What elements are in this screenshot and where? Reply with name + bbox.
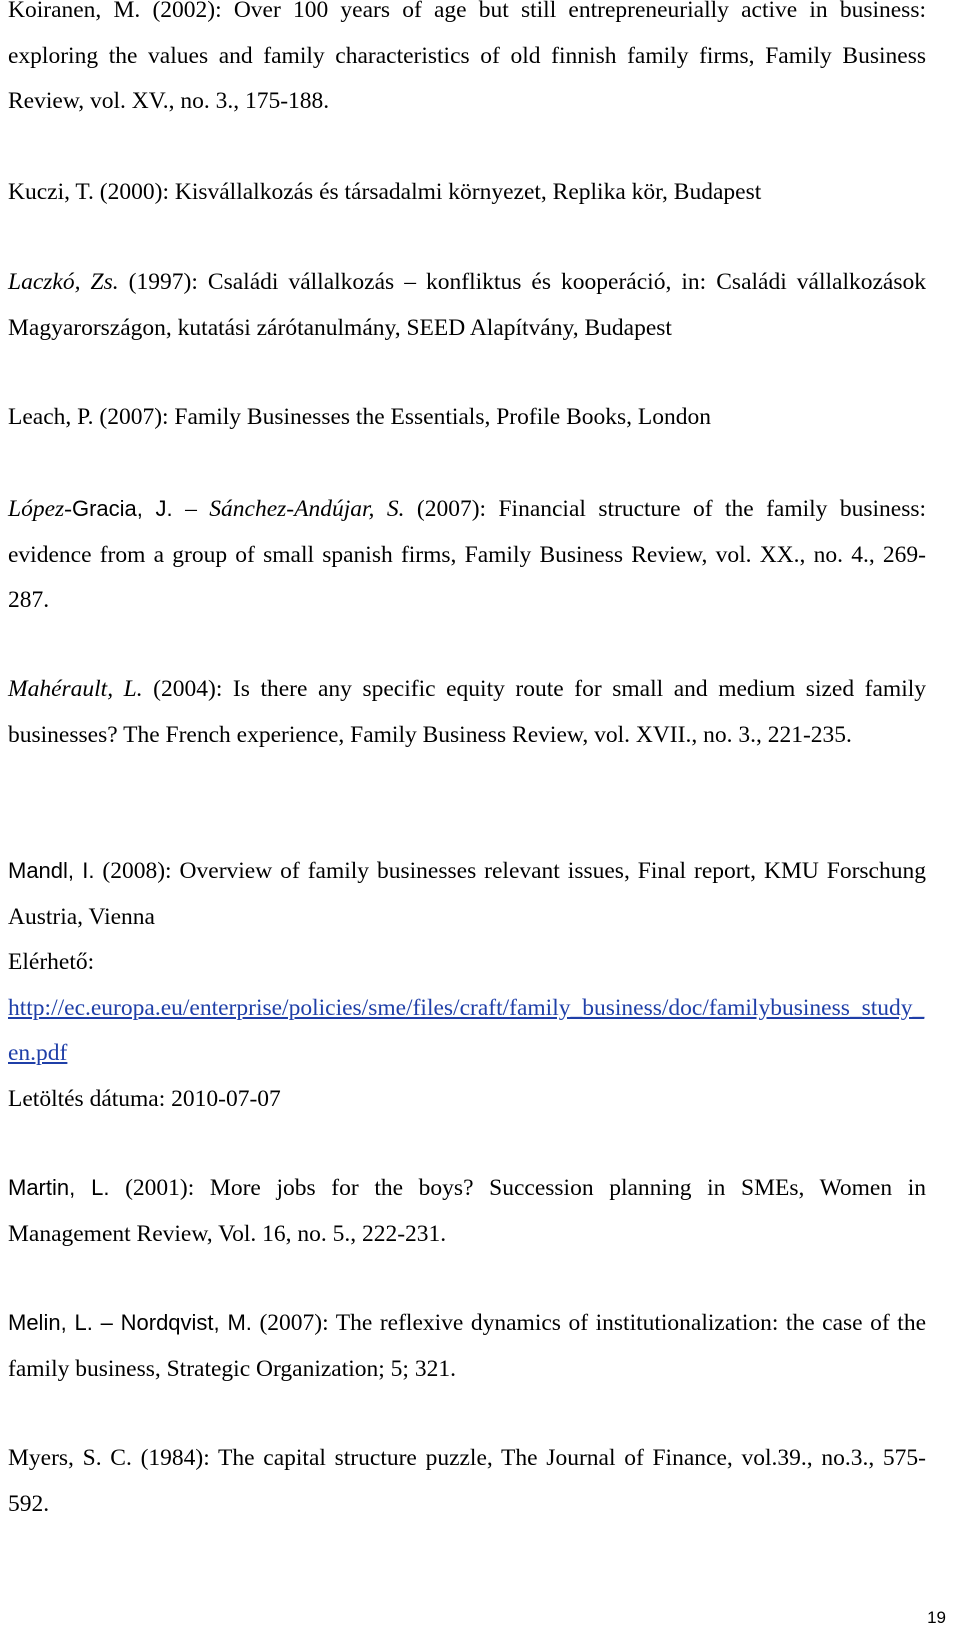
reference-lopez-gracia — [8, 486, 926, 624]
reference-text: (1997): Családi vállalkozás – konfliktus és kooperáció, in: Családi vállalkozások Magyarországon, kutatási zárótanulmány, SEED Alapítvány, Budapest — [8, 269, 926, 341]
reference-text: (1984): The capital structure puzzle, The Journal of Finance, vol.39., no.3., 575-592. — [8, 1445, 926, 1517]
reference-author: Sánchez-Andújar, S. — [209, 496, 405, 522]
reference-author-separator: – — [172, 496, 210, 522]
reference-text: (2007): Family Businesses the Essentials, Profile Books, London — [93, 404, 711, 430]
reference-author: Mandl, I. — [8, 858, 95, 883]
reference-author: Koiranen, M. — [8, 0, 141, 23]
reference-laczko — [8, 260, 926, 351]
download-date: Letöltés dátuma: 2010-07-07 — [8, 1085, 281, 1112]
reference-text: (2002): Over 100 years of age but still entrepreneurially active in business: exploring the values and family characteristics of old finnish family firms, Family Business Review, vol. XV., no. 3., 175-188. — [8, 0, 927, 114]
reference-mandl — [8, 848, 926, 1122]
available-label: Elérhető: — [8, 949, 95, 975]
reference-author: Leach, P. — [8, 404, 94, 430]
reference-koiranen — [8, 0, 926, 125]
reference-author: Gracia, J. — [71, 496, 173, 521]
reference-author: Melin, L. – Nordqvist, M. — [8, 1310, 252, 1335]
reference-text: (2007): The reflexive dynamics of institutionalization: the case of the family business, Strategic Organization; 5; 321. — [8, 1310, 927, 1382]
reference-author: Mahérault, L. — [8, 676, 143, 702]
reference-author: Myers, S. C. — [8, 1445, 132, 1471]
reference-url-link[interactable]: http://ec.europa.eu/enterprise/policies/sme/files/craft/family_business/doc/familybusiness_study_en.pdf — [8, 994, 925, 1066]
reference-author: Kuczi, T. — [8, 179, 94, 205]
reference-melin — [8, 1300, 926, 1392]
reference-kuczi — [8, 170, 926, 216]
reference-author: Laczkó, Zs. — [8, 269, 119, 295]
reference-leach — [8, 395, 926, 441]
page-number: 19 — [927, 1608, 946, 1627]
reference-text: (2000): Kisvállalkozás és társadalmi környezet, Replika kör, Budapest — [93, 179, 762, 205]
reference-text: (2007): Financial structure of the family business: evidence from a group of small spanish firms, Family Business Review, vol. XX., no. 4., 269-287. — [8, 496, 927, 613]
reference-text: (2001): More jobs for the boys? Succession planning in SMEs, Women in Management Review, Vol. 16, no. 5., 222-231. — [8, 1175, 926, 1247]
reference-author: López- — [8, 496, 72, 522]
reference-maherault — [8, 667, 926, 758]
reference-text: (2008): Overview of family businesses relevant issues, Final report, KMU Forschung Austria, Vienna — [8, 858, 926, 930]
reference-author: Martin, L. — [8, 1175, 110, 1200]
reference-martin — [8, 1165, 926, 1257]
reference-text: (2004): Is there any specific equity route for small and medium sized family businesses? The French experience, Family Business Review, vol. XVII., no. 3., 221-235. — [8, 676, 926, 748]
reference-myers — [8, 1436, 926, 1527]
